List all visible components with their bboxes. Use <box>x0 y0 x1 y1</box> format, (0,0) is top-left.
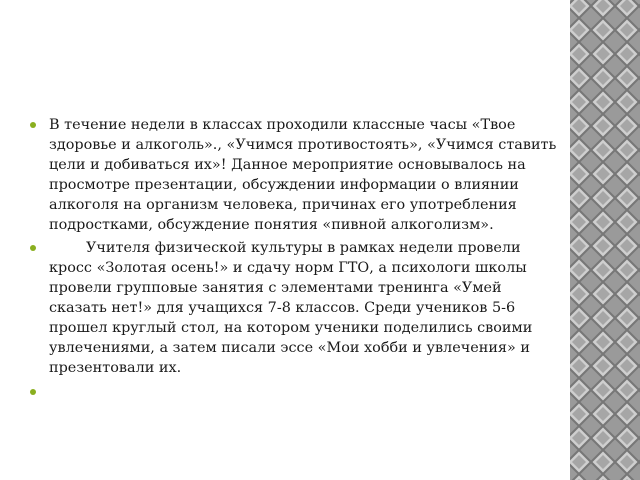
decorative-pattern-strip <box>570 0 640 480</box>
bullet-list <box>30 116 560 414</box>
bullet-icon <box>30 389 36 395</box>
bullet-paragraph-1 <box>30 116 560 235</box>
paragraph-1-text: В течение недели в классах проходили классные часы «Твое здоровье и алкоголь»., «Учимся противостоять», «Учимся ставить цели и добиваться их»! Данное мероприятие основывалось на просмотре презентации, обсуждении информации о влиянии алкоголя на организм человека, причинах его употребления подростками, обсуждение понятия «пивной алкоголизм». <box>49 117 557 233</box>
paragraph-2-text: Учителя физической культуры в рамках недели провели кросс «Золотая осень!» и сдачу норм ГТО, а психологи школы провели групповые занятия с элементами тренинга «Умей сказать нет!» для учащихся 7-8 классов. Среди учеников 5-6 прошел круглый стол, на котором ученики поделились своими увлечениями, а затем писали эссе «Мои хобби и увлечения» и презентовали их. <box>49 240 533 376</box>
bullet-paragraph-3 <box>30 383 560 410</box>
bullet-icon <box>30 245 36 251</box>
bullet-icon <box>30 122 36 128</box>
bullet-paragraph-2 <box>30 239 560 378</box>
diamond-pattern-icon <box>570 0 640 480</box>
